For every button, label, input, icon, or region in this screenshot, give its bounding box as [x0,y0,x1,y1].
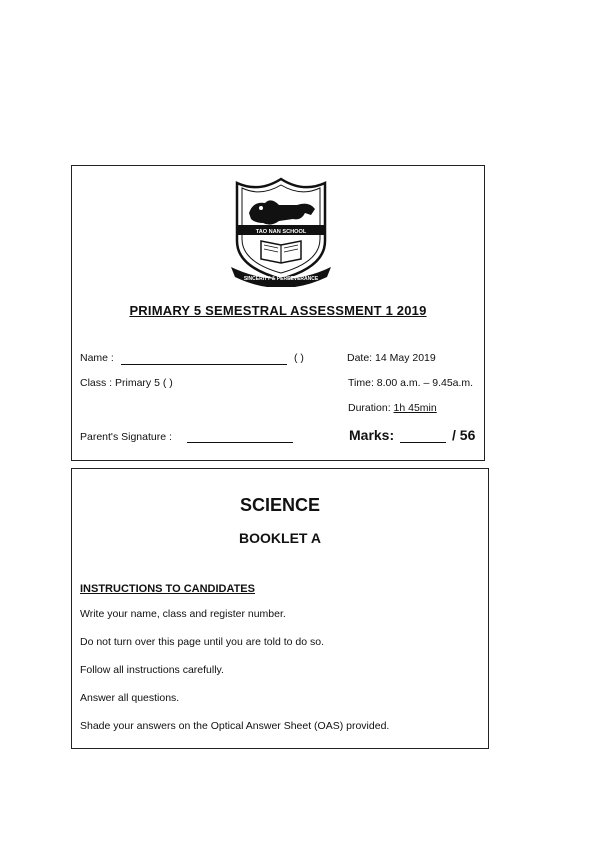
assessment-title: PRIMARY 5 SEMESTRAL ASSESSMENT 1 2019 [129,303,427,318]
cover-header-box [71,165,485,461]
instructions-box [71,468,489,749]
class-label: Class : Primary 5 ( ) [80,377,173,389]
instructions-heading: INSTRUCTIONS TO CANDIDATES [80,583,255,595]
booklet-title: BOOKLET A [239,530,321,546]
instruction-item: Write your name, class and register number. [80,608,286,620]
exam-time: Time: 8.00 a.m. – 9.45a.m. [348,377,474,389]
exam-duration [348,402,437,414]
name-label: Name : [80,352,114,364]
instruction-item: Do not turn over this page until you are told to do so. [80,636,324,648]
exam-date: Date: 14 May 2019 [347,352,436,364]
marks-total: / 56 [452,427,476,443]
subject-title: SCIENCE [239,495,320,515]
marks-line[interactable] [400,427,446,443]
parent-signature-line[interactable] [187,429,293,443]
instruction-item: Shade your answers on the Optical Answer Sheet (OAS) provided. [80,720,390,732]
duration-label: Duration: [348,402,391,414]
duration-value: 1h 45min [393,402,437,414]
school-crest-icon [231,175,331,287]
instruction-item: Answer all questions. [80,692,180,704]
crest-banner-top: TAO NAN SCHOOL [255,229,307,235]
crest-motto: SINCERITY & PERSEVERANCE [243,276,319,282]
name-line[interactable] [121,351,287,365]
instruction-item: Follow all instructions carefully. [80,664,224,676]
parent-signature-label: Parent's Signature : [80,431,172,443]
register-number-parens: ( ) [294,352,304,364]
marks-label: Marks: [349,427,395,443]
